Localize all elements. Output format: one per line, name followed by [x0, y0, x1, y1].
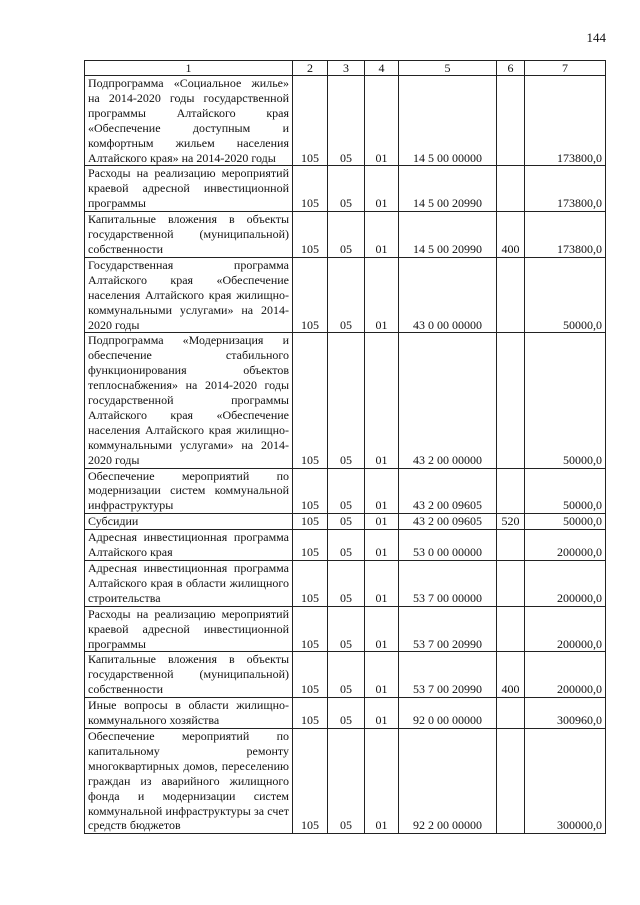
row-code-ministry: 105: [293, 468, 328, 514]
budget-table: [84, 60, 606, 834]
row-code-target: 43 2 00 09605: [399, 514, 497, 530]
row-code-subsection: 01: [365, 698, 399, 729]
row-code-section: 05: [328, 561, 365, 607]
row-code-expense-type: [497, 257, 525, 333]
row-code-target: 92 0 00 00000: [399, 698, 497, 729]
row-code-expense-type: 400: [497, 652, 525, 698]
column-header: 4: [365, 61, 399, 76]
row-amount: 50000,0: [525, 257, 606, 333]
table-row: [85, 257, 606, 333]
row-code-section: 05: [328, 76, 365, 166]
row-code-expense-type: 400: [497, 212, 525, 258]
table-row: [85, 728, 606, 833]
row-name: Иные вопросы в области жилищно-коммунального хозяйства: [85, 698, 293, 729]
row-code-section: 05: [328, 652, 365, 698]
row-code-ministry: 105: [293, 514, 328, 530]
row-code-expense-type: [497, 76, 525, 166]
table-row: [85, 333, 606, 468]
page-number: 144: [586, 30, 606, 45]
column-header: 2: [293, 61, 328, 76]
row-code-target: 53 7 00 20990: [399, 606, 497, 652]
table-row: [85, 561, 606, 607]
row-amount: 200000,0: [525, 530, 606, 561]
row-code-target: 14 5 00 20990: [399, 212, 497, 258]
table-row: [85, 166, 606, 212]
row-amount: 200000,0: [525, 652, 606, 698]
row-name: Капитальные вложения в объекты государственной (муниципальной) собственности: [85, 652, 293, 698]
row-code-section: 05: [328, 257, 365, 333]
row-code-section: 05: [328, 530, 365, 561]
row-name: Субсидии: [85, 514, 293, 530]
table-body: [85, 76, 606, 834]
row-code-section: 05: [328, 606, 365, 652]
row-code-subsection: 01: [365, 530, 399, 561]
table-row: [85, 530, 606, 561]
header-row: [85, 61, 606, 76]
row-code-ministry: 105: [293, 166, 328, 212]
table-row: [85, 652, 606, 698]
row-code-expense-type: [497, 166, 525, 212]
row-name: Подпрограмма «Модернизация и обеспечение стабильного функционирования объектов теплоснабжения» на 2014-2020 годы государственной программы Алтайского края «Обеспечение населения Алтайского края жилищно-коммунальными услугами» на 2014-2020 годы: [85, 333, 293, 468]
column-header: 1: [85, 61, 293, 76]
row-code-section: 05: [328, 166, 365, 212]
row-code-target: 14 5 00 20990: [399, 166, 497, 212]
row-name: Подпрограмма «Социальное жилье» на 2014-2020 годы государственной программы Алтайского края «Обеспечение доступным и комфортным жильем населения Алтайского края» на 2014-2020 годы: [85, 76, 293, 166]
table-row: [85, 514, 606, 530]
row-code-target: 14 5 00 00000: [399, 76, 497, 166]
row-code-section: 05: [328, 728, 365, 833]
row-code-expense-type: [497, 468, 525, 514]
row-name: Расходы на реализацию мероприятий краевой адресной инвестиционной программы: [85, 606, 293, 652]
row-name: Капитальные вложения в объекты государственной (муниципальной) собственности: [85, 212, 293, 258]
row-code-subsection: 01: [365, 652, 399, 698]
row-code-ministry: 105: [293, 698, 328, 729]
row-code-expense-type: [497, 698, 525, 729]
row-code-ministry: 105: [293, 530, 328, 561]
row-code-ministry: 105: [293, 212, 328, 258]
row-code-expense-type: [497, 530, 525, 561]
row-amount: 173800,0: [525, 76, 606, 166]
row-code-target: 43 2 00 00000: [399, 333, 497, 468]
row-code-ministry: 105: [293, 606, 328, 652]
row-code-expense-type: [497, 333, 525, 468]
row-code-subsection: 01: [365, 606, 399, 652]
row-code-expense-type: [497, 606, 525, 652]
row-code-section: 05: [328, 698, 365, 729]
row-code-ministry: 105: [293, 257, 328, 333]
row-code-subsection: 01: [365, 468, 399, 514]
row-code-subsection: 01: [365, 561, 399, 607]
row-name: Обеспечение мероприятий по капитальному ремонту многоквартирных домов, переселению граждан из аварийного жилищного фонда и модернизации систем коммунальной инфраструктуры за счет средств бюджетов: [85, 728, 293, 833]
table-row: [85, 468, 606, 514]
row-code-ministry: 105: [293, 728, 328, 833]
row-code-subsection: 01: [365, 76, 399, 166]
row-code-section: 05: [328, 514, 365, 530]
row-name: Адресная инвестиционная программа Алтайского края в области жилищного строительства: [85, 561, 293, 607]
row-name: Обеспечение мероприятий по модернизации систем коммунальной инфраструктуры: [85, 468, 293, 514]
column-header: 6: [497, 61, 525, 76]
row-code-ministry: 105: [293, 333, 328, 468]
row-code-subsection: 01: [365, 166, 399, 212]
row-amount: 50000,0: [525, 333, 606, 468]
row-code-target: 43 2 00 09605: [399, 468, 497, 514]
row-amount: 200000,0: [525, 606, 606, 652]
row-amount: 173800,0: [525, 166, 606, 212]
row-name: Государственная программа Алтайского края «Обеспечение населения Алтайского края жилищно-коммунальными услугами» на 2014-2020 годы: [85, 257, 293, 333]
table-row: [85, 76, 606, 166]
column-header: 3: [328, 61, 365, 76]
table-row: [85, 606, 606, 652]
row-code-target: 92 2 00 00000: [399, 728, 497, 833]
row-code-target: 53 7 00 00000: [399, 561, 497, 607]
row-amount: 50000,0: [525, 468, 606, 514]
column-header: 5: [399, 61, 497, 76]
row-code-expense-type: [497, 561, 525, 607]
row-code-ministry: 105: [293, 76, 328, 166]
row-code-section: 05: [328, 333, 365, 468]
row-code-subsection: 01: [365, 333, 399, 468]
row-code-target: 53 7 00 20990: [399, 652, 497, 698]
row-code-subsection: 01: [365, 212, 399, 258]
row-amount: 50000,0: [525, 514, 606, 530]
row-code-section: 05: [328, 212, 365, 258]
table-row: [85, 212, 606, 258]
row-code-subsection: 01: [365, 514, 399, 530]
row-code-section: 05: [328, 468, 365, 514]
column-header: 7: [525, 61, 606, 76]
row-amount: 173800,0: [525, 212, 606, 258]
row-code-expense-type: [497, 728, 525, 833]
row-amount: 300960,0: [525, 698, 606, 729]
row-code-expense-type: 520: [497, 514, 525, 530]
row-code-ministry: 105: [293, 561, 328, 607]
row-name: Адресная инвестиционная программа Алтайского края: [85, 530, 293, 561]
row-code-target: 53 0 00 00000: [399, 530, 497, 561]
table-row: [85, 698, 606, 729]
row-code-subsection: 01: [365, 257, 399, 333]
row-code-target: 43 0 00 00000: [399, 257, 497, 333]
row-amount: 300000,0: [525, 728, 606, 833]
row-code-subsection: 01: [365, 728, 399, 833]
row-code-ministry: 105: [293, 652, 328, 698]
row-name: Расходы на реализацию мероприятий краевой адресной инвестиционной программы: [85, 166, 293, 212]
row-amount: 200000,0: [525, 561, 606, 607]
